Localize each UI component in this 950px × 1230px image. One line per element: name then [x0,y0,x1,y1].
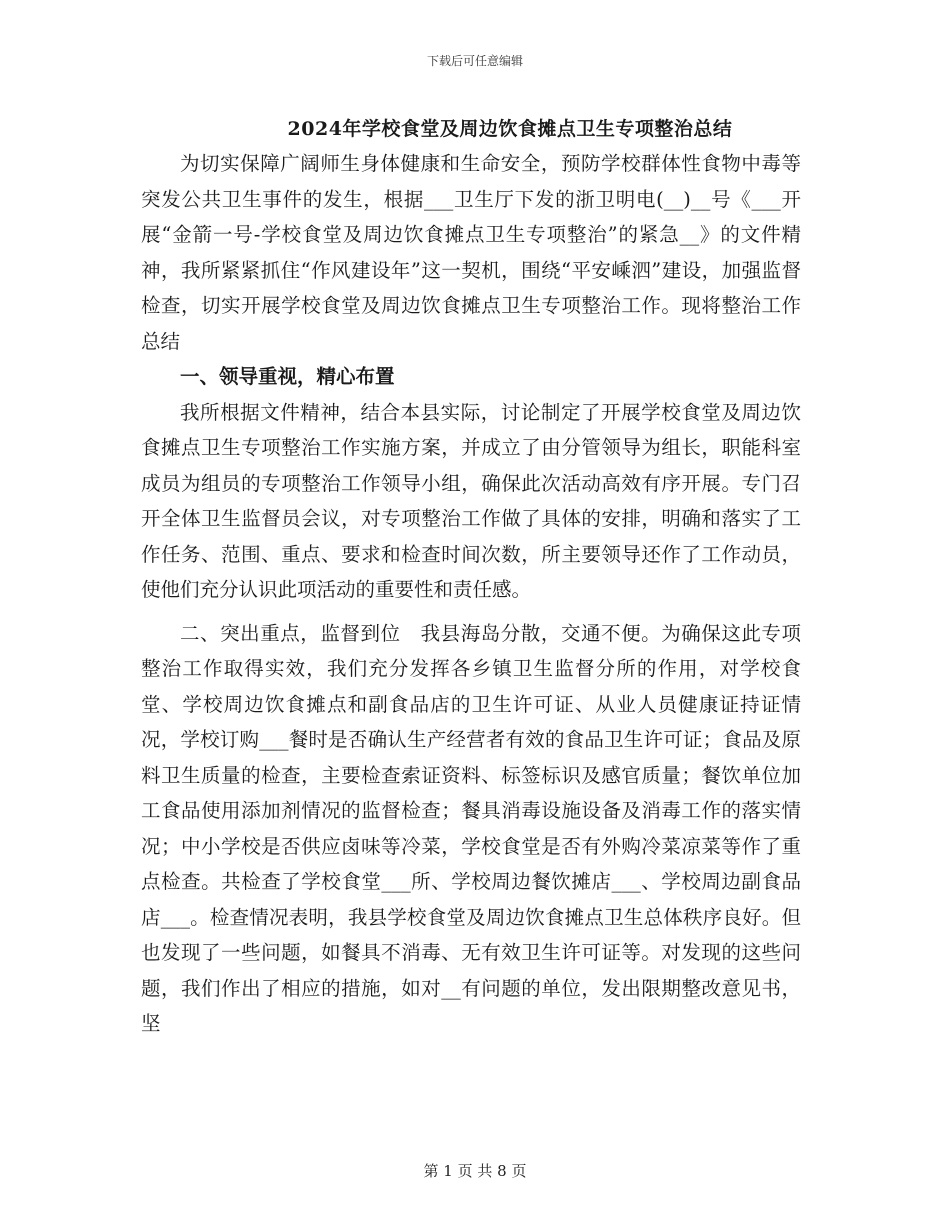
document-body [141,146,801,1042]
paragraph-section-1: 我所根据文件精神，结合本县实际，讨论制定了开展学校食堂及周边饮食摊点卫生专项整治工作实施方案，并成立了由分管领导为组长，职能科室成员为组员的专项整治工作领导小组，确保此次活动高效有序开展。专门召开全体卫生监督员会议，对专项整治工作做了具体的安排，明确和落实了工作任务、范围、重点、要求和检查时间次数，所主要领导还作了工作动员，使他们充分认识此项活动的重要性和责任感。 [141,400,801,601]
document-title: 2024年学校食堂及周边饮食摊点卫生专项整治总结 [287,118,733,140]
paragraph-intro: 为切实保障广阔师生身体健康和生命安全，预防学校群体性食物中毒等突发公共卫生事件的发生，根据___卫生厅下发的浙卫明电(__)__号《___开展“金箭一号-学校食堂及周边饮食摊点卫生专项整治”的紧急__》的文件精神，我所紧紧抓住“作风建设年”这一契机，围绕“平安嵊泗”建设，加强监督检查，切实开展学校食堂及周边饮食摊点卫生专项整治工作。现将整治工作总结 [141,152,801,353]
header-note: 下载后可任意编辑 [426,54,523,68]
paragraph-section-2: 二、突出重点，监督到位 我县海岛分散，交通不便。为确保这此专项整治工作取得实效，我们充分发挥各乡镇卫生监督分所的作用，对学校食堂、学校周边饮食摊点和副食品店的卫生许可证、从业人员健康证持证情况，学校订购___餐时是否确认生产经营者有效的食品卫生许可证；食品及原料卫生质量的检查，主要检查索证资料、标签标识及感官质量；餐饮单位加工食品使用添加剂情况的监督检查；餐具消毒设施设备及消毒工作的落实情况；中小学校是否供应卤味等冷菜，学校食堂是否有外购冷菜凉菜等作了重点检查。共检查了学校食堂___所、学校周边餐饮摊店___、学校周边副食品店___。检查情况表明，我县学校食堂及周边饮食摊点卫生总体秩序良好。但也发现了一些问题，如餐具不消毒、无有效卫生许可证等。对发现的这些问题，我们作出了相应的措施，如对__有问题的单位，发出限期整改意见书，坚 [141,621,801,1035]
page-footer: 第 1 页 共 8 页 [423,1162,527,1180]
section-heading-1: 一、领导重视，精心布置 [180,365,395,388]
